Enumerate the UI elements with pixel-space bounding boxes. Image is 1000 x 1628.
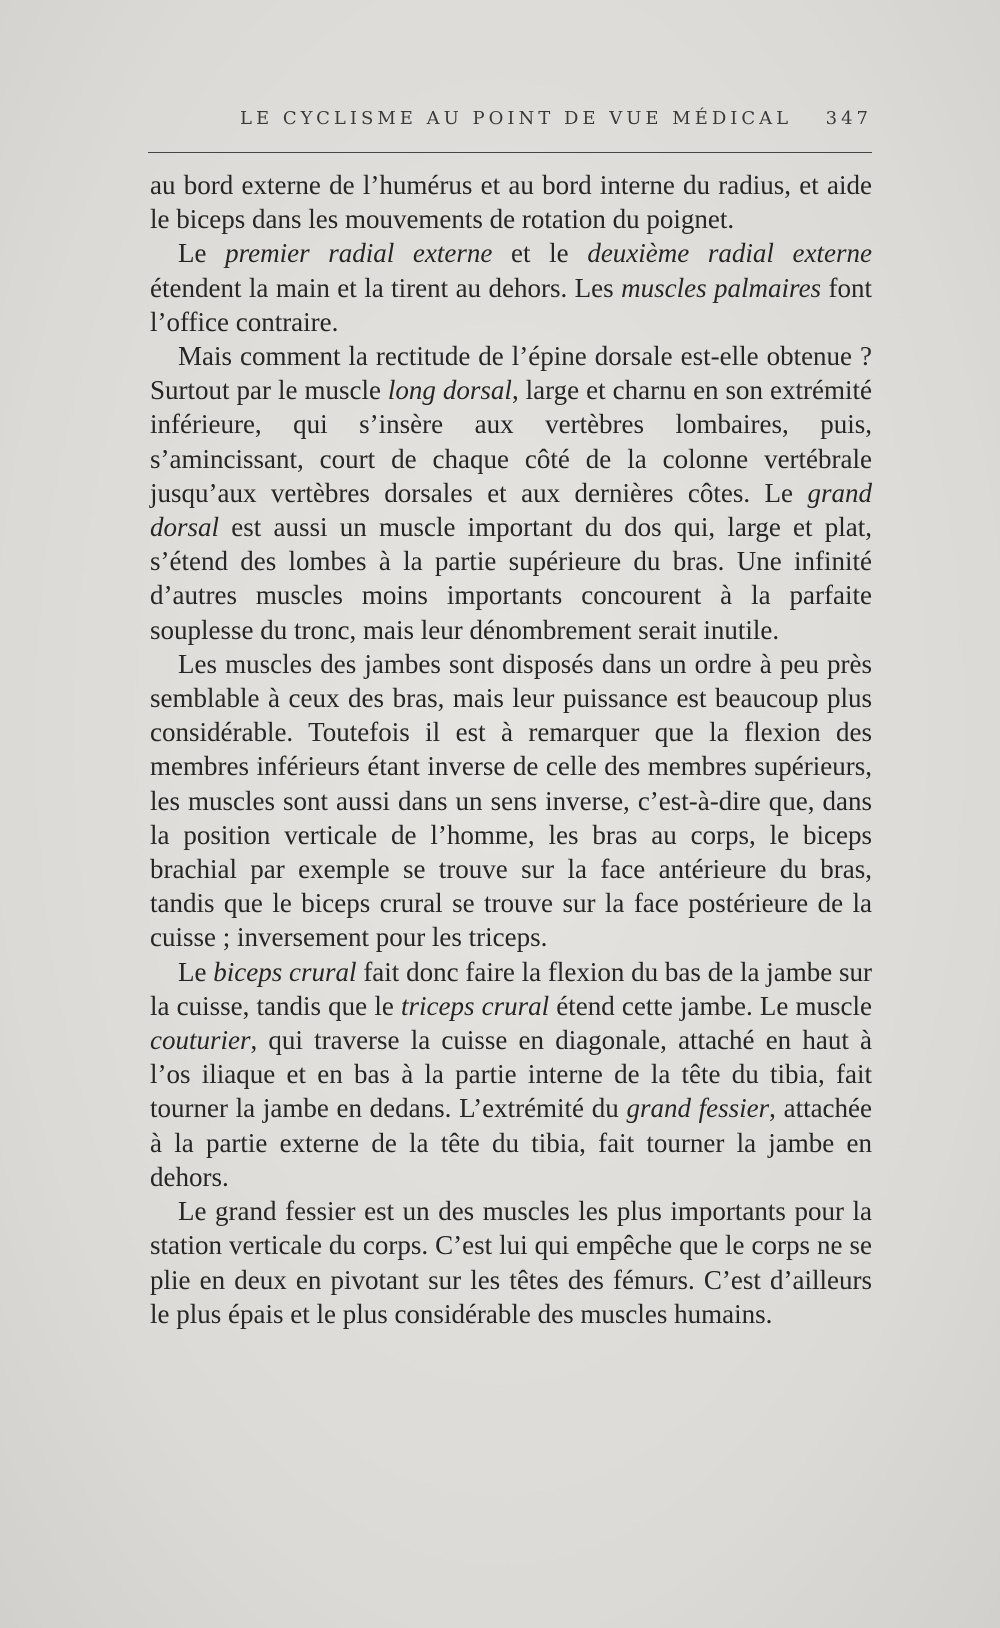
italic-term: grand fessier	[626, 1093, 770, 1124]
paragraph	[150, 168, 872, 236]
paragraph	[150, 236, 872, 339]
text-run: Le grand fessier est un des muscles les plus importants pour la station verticale du corps. C’est lui qui empêche que le corps ne se plie en deux en pivotant sur les têtes des fémurs. C’est d’ailleurs le plus épais et le plus considérable des muscles humains.	[150, 1196, 872, 1329]
text-run: et le	[492, 238, 588, 269]
page-number: 347	[825, 108, 872, 129]
italic-term: triceps crural	[400, 990, 550, 1021]
text-run: font l’office contraire.	[150, 272, 873, 337]
paragraph	[150, 1194, 872, 1331]
text-run: , large et charnu en son extrémité inférieure, qui s’insère aux vertèbres lombaires, puis, s’amincissant, court de chaque côté de la colonne vertébrale jusqu’aux vertèbres dorsales et aux dernières côtes. Le	[150, 375, 872, 508]
paragraph	[150, 647, 872, 955]
text-run: étend cette jambe. Le muscle	[549, 990, 872, 1021]
paragraph	[150, 955, 872, 1194]
italic-term: muscles palmaires	[621, 272, 822, 303]
header-rule	[148, 152, 872, 153]
italic-term: long dorsal	[387, 375, 512, 406]
text-run: , attachée à la partie externe de la tête du tibia, fait tourner la jambe en dehors.	[150, 1093, 873, 1192]
italic-term: couturier	[150, 1025, 251, 1056]
running-header	[240, 108, 872, 129]
running-title: LE CYCLISME AU POINT DE VUE MÉDICAL	[240, 108, 793, 129]
italic-term: biceps crural	[213, 956, 357, 987]
text-run: Le	[178, 956, 214, 987]
text-run: est aussi un muscle important du dos qui, large et plat, s’étend des lombes à la partie supérieure du bras. Une infinité d’autres muscles moins importants concourent à la parfaite souplesse du tronc, mais leur dénombrement serait inutile.	[150, 512, 872, 645]
italic-term: grand dorsal	[150, 477, 872, 543]
text-run: au bord externe de l’humérus et au bord interne du radius, et aide le biceps dans les mouvements de rotation du poignet.	[150, 170, 872, 235]
italic-term: deuxième radial externe	[587, 238, 873, 269]
paragraph	[150, 339, 872, 647]
text-run: , qui traverse la cuisse en diagonale, attaché en haut à l’os iliaque et en bas à la partie interne de la tête du tibia, fait tourner la jambe en dedans. L’extrémité du	[150, 1025, 872, 1124]
text-run: Le	[178, 238, 226, 269]
text-run: fait donc faire la flexion du bas de la jambe sur la cuisse, tandis que le	[150, 956, 872, 1021]
italic-term: premier radial externe	[225, 238, 493, 269]
text-run: Mais comment la rectitude de l’épine dorsale est-elle obtenue ? Surtout par le muscle	[150, 341, 872, 406]
text-run: étendent la main et la tirent au dehors. Les	[150, 272, 622, 303]
text-run: Les muscles des jambes sont disposés dans un ordre à peu près semblable à ceux des bras, mais leur puissance est beaucoup plus considérable. Toutefois il est à remarquer que la flexion des membres inférieurs étant inverse de celle des membres supérieurs, les muscles sont aussi dans un sens inverse, c’est-à-dire que, dans la position verticale de l’homme, les bras au corps, le biceps brachial par exemple se trouve sur la face antérieure du bras, tandis que le biceps crural se trouve sur la face postérieure de la cuisse ; inversement pour les triceps.	[150, 648, 872, 953]
body-text	[150, 168, 872, 1331]
